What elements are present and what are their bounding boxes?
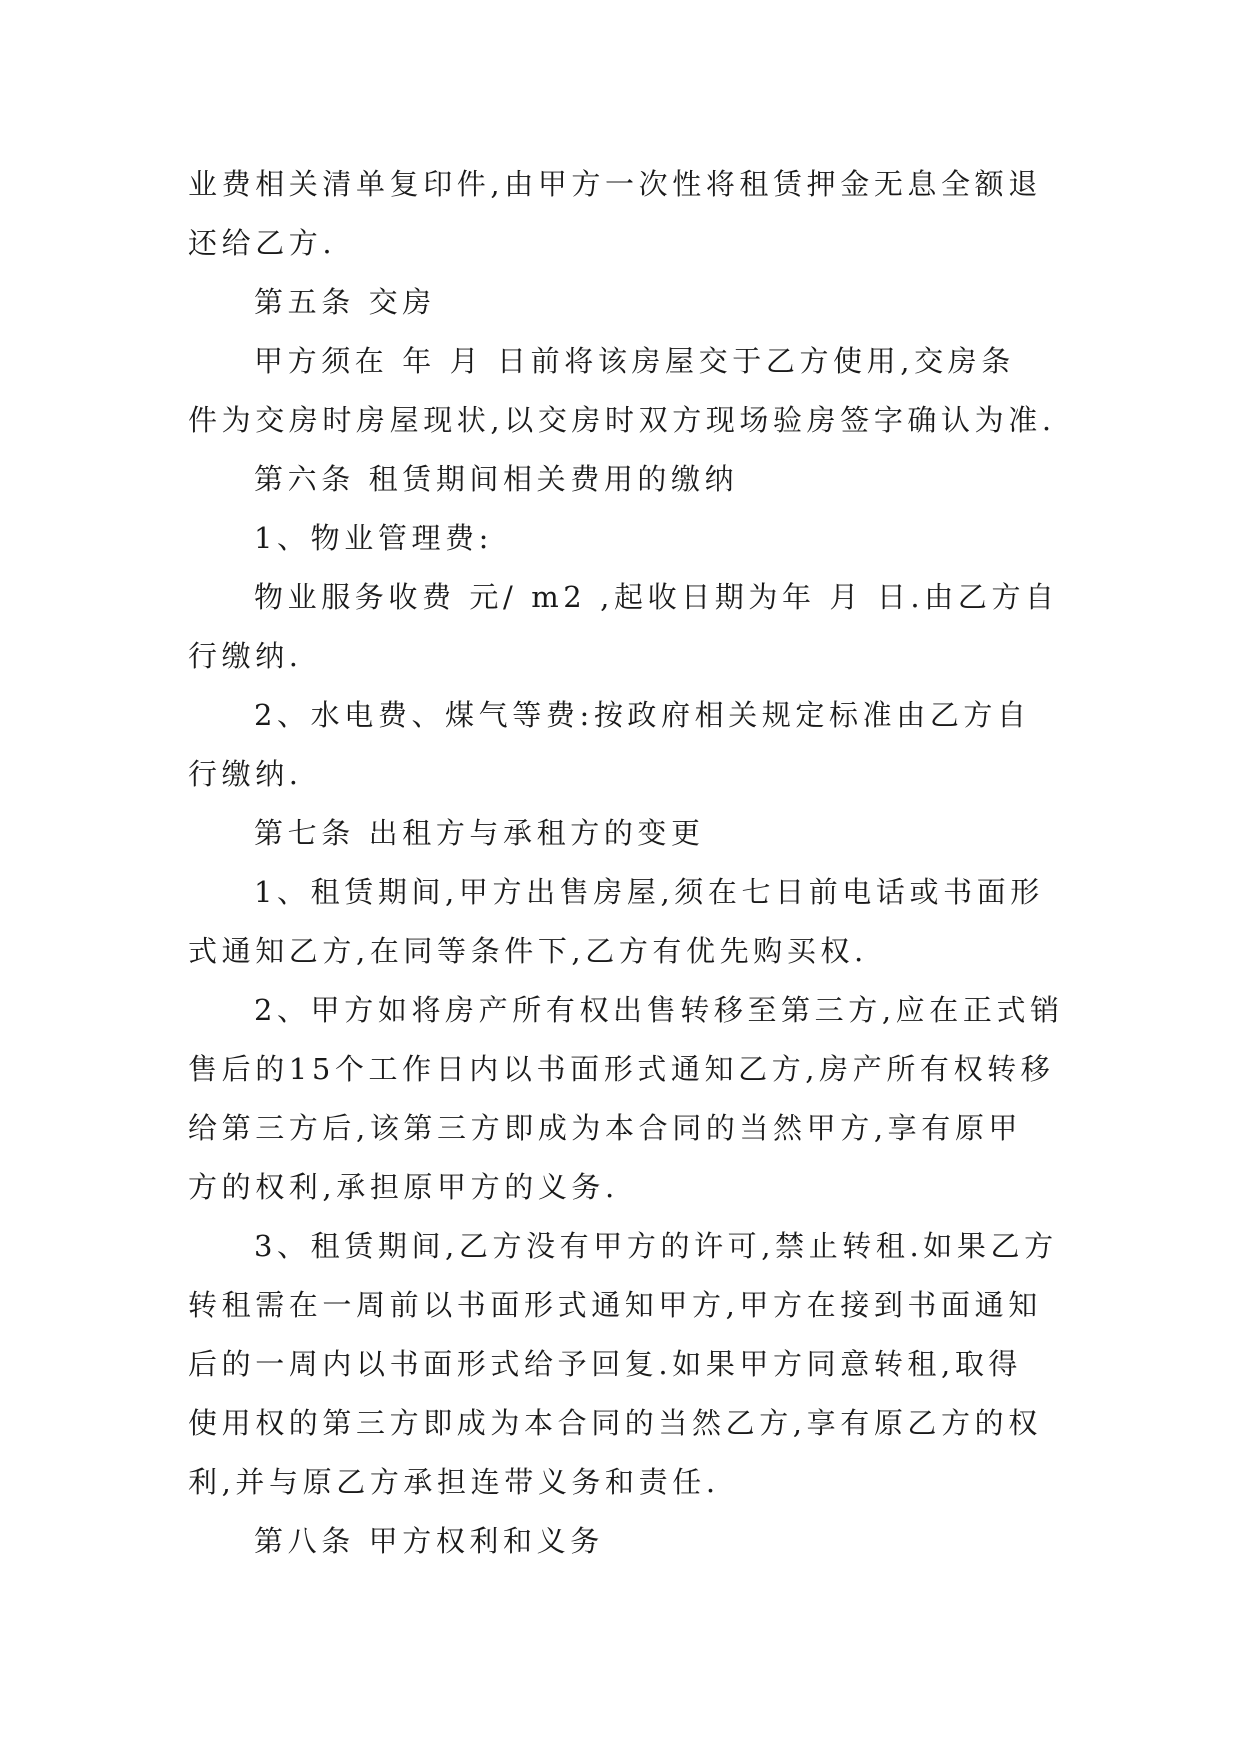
text-line: 方的权利,承担原甲方的义务. bbox=[188, 1170, 619, 1204]
list-item: 1、物业管理费: bbox=[254, 521, 494, 555]
text-line: 后的一周内以书面形式给予回复.如果甲方同意转租,取得 bbox=[188, 1347, 1023, 1381]
list-item: 1、租赁期间,甲方出售房屋,须在七日前电话或书面形 bbox=[254, 875, 1044, 909]
text-line: 行缴纳. bbox=[188, 639, 303, 673]
section-heading-8: 第八条 甲方权利和义务 bbox=[254, 1524, 604, 1558]
text-line: 业费相关清单复印件,由甲方一次性将租赁押金无息全额退 bbox=[188, 167, 1042, 201]
text-line: 售后的15个工作日内以书面形式通知乙方,房产所有权转移 bbox=[188, 1052, 1055, 1086]
text-line: 还给乙方. bbox=[188, 226, 337, 260]
text-line: 转租需在一周前以书面形式通知甲方,甲方在接到书面通知 bbox=[188, 1288, 1042, 1322]
list-item: 3、租赁期间,乙方没有甲方的许可,禁止转租.如果乙方 bbox=[254, 1229, 1058, 1263]
text-line: 件为交房时房屋现状,以交房时双方现场验房签字确认为准. bbox=[188, 403, 1056, 437]
text-line: 式通知乙方,在同等条件下,乙方有优先购买权. bbox=[188, 934, 868, 968]
list-item: 2、水电费、煤气等费:按政府相关规定标准由乙方自 bbox=[254, 698, 1031, 732]
section-heading-5: 第五条 交房 bbox=[254, 285, 436, 319]
list-item: 2、甲方如将房产所有权出售转移至第三方,应在正式销 bbox=[254, 993, 1064, 1027]
section-heading-6: 第六条 租赁期间相关费用的缴纳 bbox=[254, 462, 739, 496]
text-line: 给第三方后,该第三方即成为本合同的当然甲方,享有原甲 bbox=[188, 1111, 1023, 1145]
text-line: 利,并与原乙方承担连带义务和责任. bbox=[188, 1465, 720, 1499]
text-line: 物业服务收费 元/ m2 ,起收日期为年 月 日.由乙方自 bbox=[254, 580, 1059, 614]
text-line: 使用权的第三方即成为本合同的当然乙方,享有原乙方的权 bbox=[188, 1406, 1042, 1440]
text-line: 行缴纳. bbox=[188, 757, 303, 791]
section-heading-7: 第七条 出租方与承租方的变更 bbox=[254, 816, 705, 850]
text-line: 甲方须在 年 月 日前将该房屋交于乙方使用,交房条 bbox=[254, 344, 1015, 378]
